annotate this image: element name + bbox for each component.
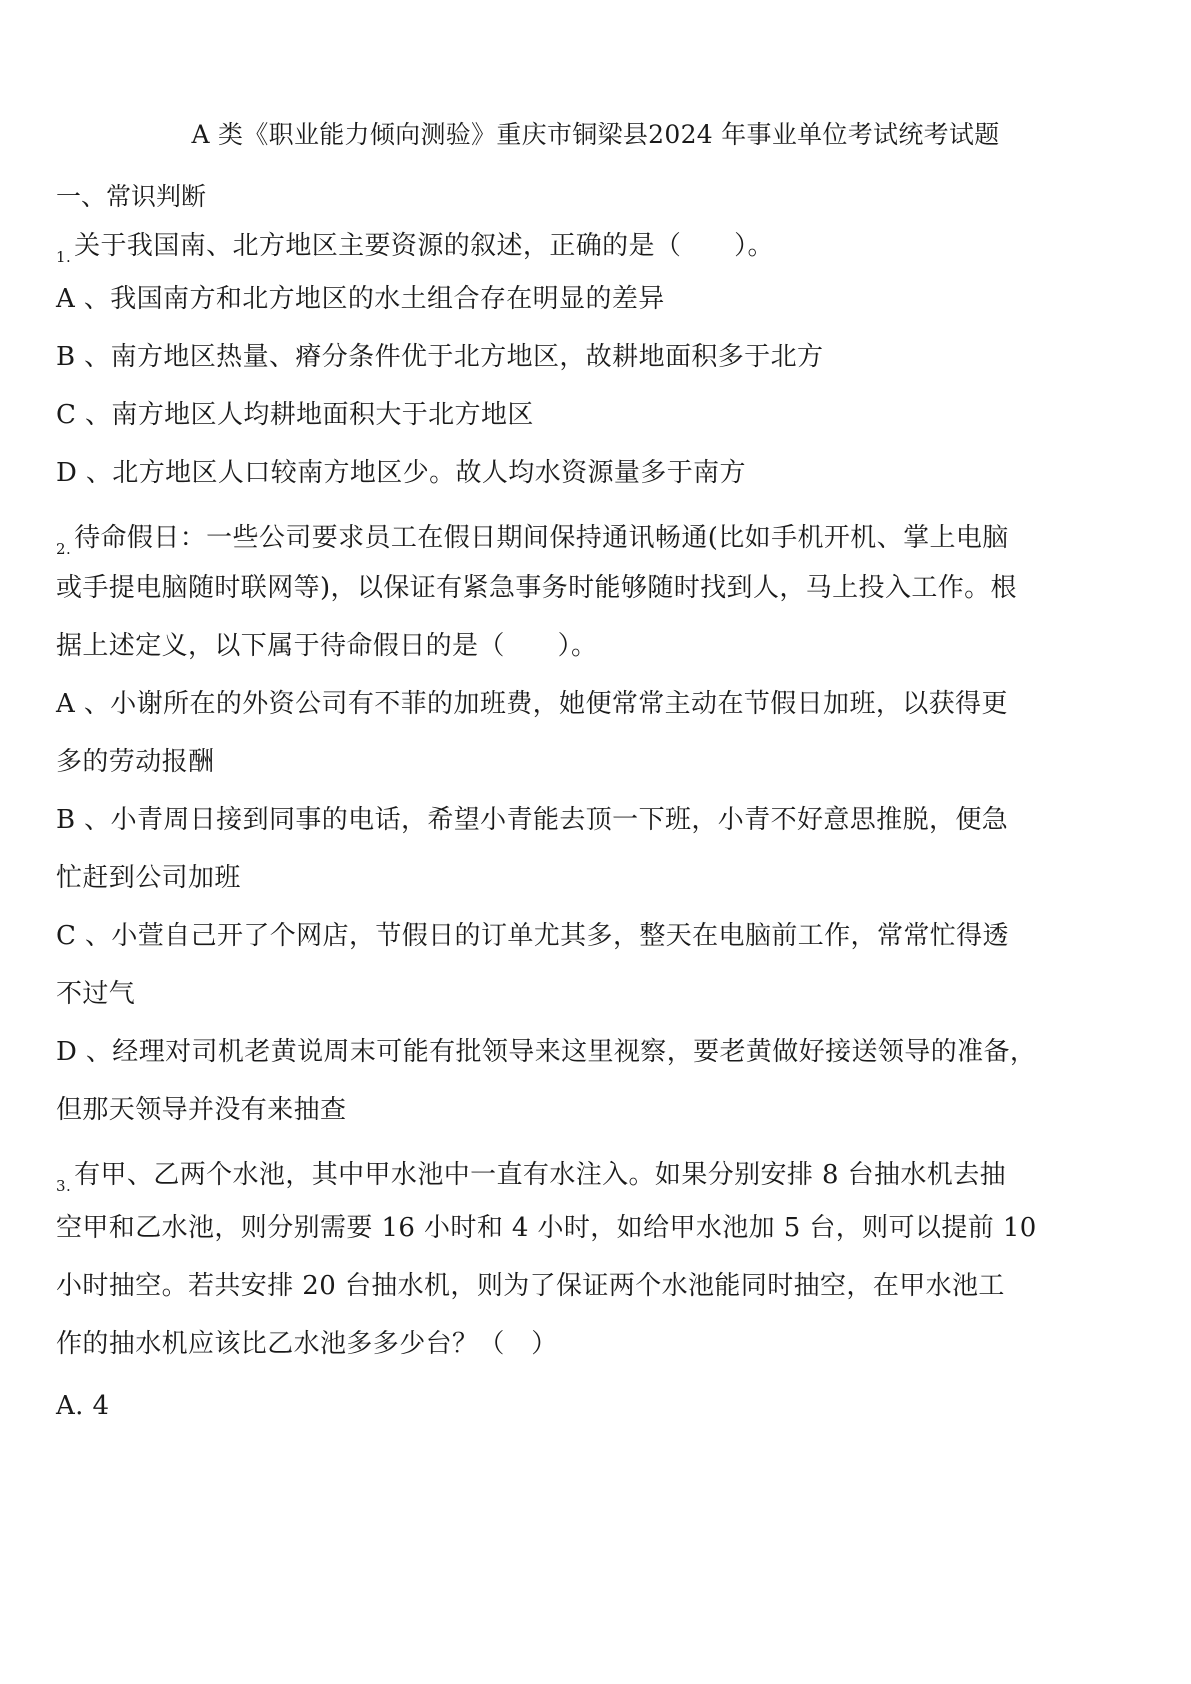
question-2-option-c-continued: 不过气 — [56, 979, 136, 1009]
question-1-option-b: B 、南方地区热量、瘠分条件优于北方地区，故耕地面积多于北方 — [56, 342, 824, 372]
question-2-number: 2. — [56, 540, 72, 558]
question-2-stem-line — [56, 520, 1009, 567]
question-2-option-b: B 、小青周日接到同事的电话，希望小青能去顶一下班，小青不好意思推脱，便急 — [56, 805, 1009, 835]
question-1-option-a: A 、我国南方和北方地区的水土组合存在明显的差异 — [56, 284, 665, 314]
question-2-option-c: C 、小萱自己开了个网店，节假日的订单尤其多，整天在电脑前工作，常常忙得透 — [56, 921, 1009, 951]
question-1-stem-line — [56, 228, 774, 275]
question-1-number: 1. — [56, 248, 72, 266]
question-1-option-c: C 、南方地区人均耕地面积大于北方地区 — [56, 400, 534, 430]
question-2-stem-line: 或手提电脑随时联网等)，以保证有紧急事务时能够随时找到人，马上投入工作。根 — [56, 573, 1017, 603]
section-heading: 一、常识判断 — [56, 182, 207, 211]
question-2-option-a: A 、小谢所在的外资公司有不菲的加班费，她便常常主动在节假日加班，以获得更 — [56, 689, 1008, 719]
question-1-option-d: D 、北方地区人口较南方地区少。故人均水资源量多于南方 — [56, 458, 746, 488]
question-2-option-d: D 、经理对司机老黄说周末可能有批领导来这里视察，要老黄做好接送领导的准备， — [56, 1037, 1037, 1067]
question-2-option-b-continued: 忙赶到公司加班 — [56, 863, 241, 893]
question-3-stem-line: 作的抽水机应该比乙水池多多少台？（ ） — [56, 1329, 558, 1359]
question-2-stem-text: 待命假日：一些公司要求员工在假日期间保持通讯畅通(比如手机开机、掌上电脑 — [74, 523, 1009, 553]
question-3-stem-line — [56, 1157, 1006, 1204]
question-3-stem-line: 空甲和乙水池，则分别需要 16 小时和 4 小时，如给甲水池加 5 台，则可以提前 10 — [56, 1213, 1037, 1243]
question-2-option-a-continued: 多的劳动报酬 — [56, 747, 215, 777]
question-1-stem-text: 关于我国南、北方地区主要资源的叙述，正确的是（ ）。 — [74, 231, 774, 261]
question-2-option-d-continued: 但那天领导并没有来抽查 — [56, 1095, 347, 1125]
question-3-stem-line: 小时抽空。若共安排 20 台抽水机，则为了保证两个水池能同时抽空，在甲水池工 — [56, 1271, 1005, 1301]
question-3-number: 3. — [56, 1177, 72, 1195]
question-3-stem-text: 有甲、乙两个水池，其中甲水池中一直有水注入。如果分别安排 8 台抽水机去抽 — [74, 1160, 1006, 1190]
question-3-option-a: A. 4 — [56, 1391, 110, 1421]
question-2-stem-line: 据上述定义，以下属于待命假日的是（ ）。 — [56, 631, 598, 661]
document-title: A 类《职业能力倾向测验》重庆市铜梁县2024 年事业单位考试统考试题 — [191, 120, 1000, 149]
